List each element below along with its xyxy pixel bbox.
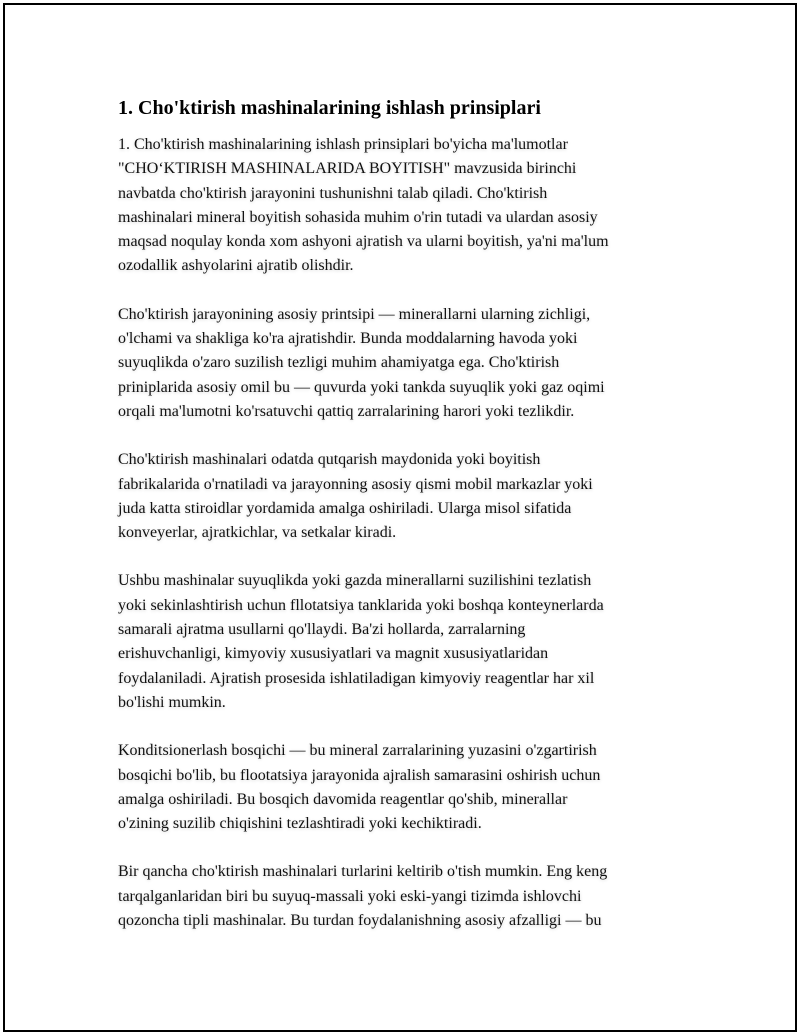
paragraph-3: Cho'ktirish mashinalari odatda qutqarish maydonida yoki boyitish fabrikalarida o'rnatiladi va jarayonning asosiy qismi mobil markazlar yoki juda katta stiroidlar yordamida amalga oshiriladi. Ularga misol sifatida konveyerlar, ajratkichlar, va setkalar kiradi. (118, 451, 593, 542)
paragraph-2: Cho'ktirish jarayonining asosiy printsipi — minerallarni ularning zichligi, o'lchami va shakliga ko'ra ajratishdir. Bunda moddalarning havoda yoki suyuqlikda o'zaro suzilish tezligi muhim ahamiyatga ega. Cho'ktirish priniplarida asosiy omil bu — quvurda yoki tankda suyuqlik yoki gaz oqimi orqali ma'lumotni ko'rsatuvchi qattiq zarralarining harori yoki tezlikdir. (118, 305, 605, 420)
paragraph-4: Ushbu mashinalar suyuqlikda yoki gazda minerallarni suzilishini tezlatish yoki sekinlashtirish uchun fllotatsiya tanklarida yoki boshqa konteynerlarda samarali ajratma usullarni qo'llaydi. Ba'zi hollarda, zarralarning erishuvchanligi, kimyoviy xususiyatlari va magnit xususiyatlaridan foydalaniladi. Ajratish prosesida ishlatiladigan kimyoviy reagentlar har xil bo'lishi mumkin. (118, 572, 604, 711)
document-title: 1. Cho'ktirish mashinalarining ishlash prinsiplari (118, 97, 541, 119)
document-body (118, 95, 718, 957)
paragraph-5: Konditsionerlash bosqichi — bu mineral zarralarining yuzasini o'zgartirish bosqichi bo'lib, bu flootatsiya jarayonida ajralish samarasini oshirish uchun amalga oshiriladi. Bu bosqich davomida reagentlar qo'shib, minerallar o'zining suzilib chiqishini tezlashtiradi yoki kechiktiradi. (118, 742, 601, 833)
paragraph-1: 1. Cho'ktirish mashinalarining ishlash prinsiplari bo'yicha ma'lumotlar "CHO‘KTIRISH MASHINALARIDA BOYITISH" mavzusida birinchi navbatda cho'ktirish jarayonini tushunishni talab qiladi. Cho'ktirish mashinalari mineral boyitish sohasida muhim o'rin tutadi va ulardan asosiy maqsad noqulay konda xom ashyoni ajratish va ularni boyitish, ya'ni ma'lum ozodallik ashyolarini ajratib olishdir. (118, 136, 609, 275)
paragraph-6: Bir qancha cho'ktirish mashinalari turlarini keltirib o'tish mumkin. Eng keng tarqalganlaridan biri bu suyuq-massali yoki eski-yangi tizimda ishlovchi qozoncha tipli mashinalar. Bu turdan foydalanishning asosiy afzalligi — bu (118, 863, 608, 930)
